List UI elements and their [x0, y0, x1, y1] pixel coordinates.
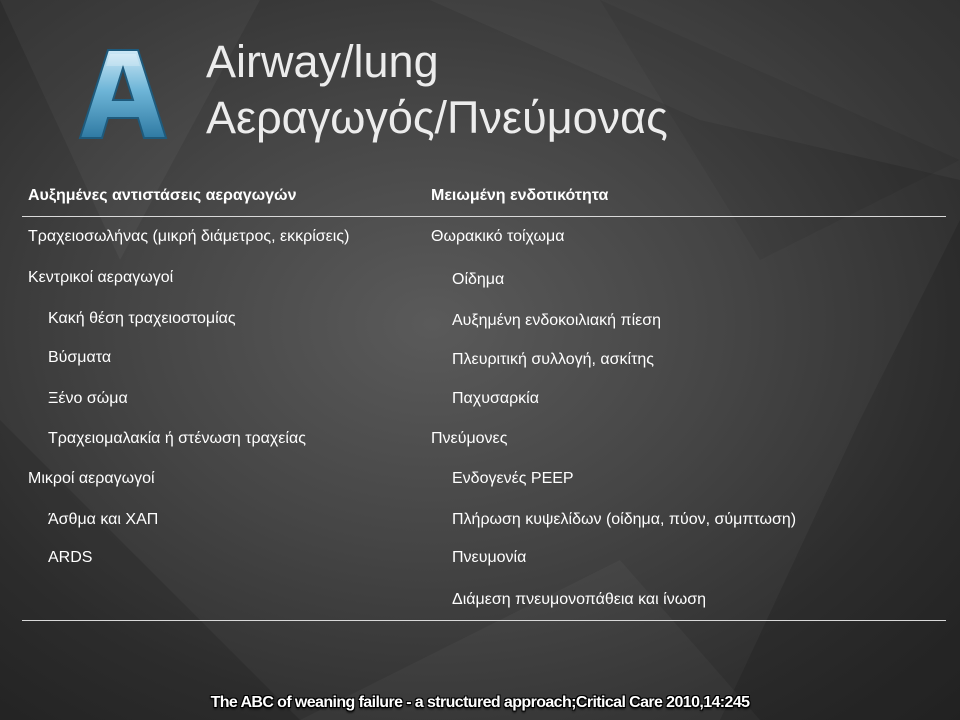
left-item: Βύσματα	[48, 349, 112, 366]
citation-footer: The ABC of weaning failure - a structured approach;Critical Care 2010,14:245	[210, 694, 750, 711]
right-item: Οίδημα	[452, 271, 505, 288]
right-header-rule	[410, 216, 946, 217]
right-item: Παχυσαρκία	[452, 390, 539, 407]
left-item: Κεντρικοί αεραγωγοί	[28, 269, 174, 286]
left-item: Ξένο σώμα	[48, 390, 128, 407]
right-item: Πλήρωση κυψελίδων (οίδημα, πύον, σύμπτωση)	[452, 511, 797, 528]
right-item: Πνεύμονες	[431, 430, 508, 447]
right-item: Πλευριτική συλλογή, ασκίτης	[452, 351, 654, 368]
right-item: Διάμεση πνευμονοπάθεια και ίνωση	[452, 591, 706, 608]
right-item: Πνευμονία	[452, 549, 527, 566]
slide-title	[206, 34, 926, 146]
left-item: Τραχειομαλακία ή στένωση τραχείας	[48, 430, 306, 447]
right-column-header: Μειωμένη ενδοτικότητα	[431, 187, 609, 204]
left-item: ARDS	[48, 549, 93, 566]
right-item: Θωρακικό τοίχωμα	[431, 228, 565, 245]
right-item: Ενδογενές PEEP	[452, 470, 574, 487]
left-header-rule	[22, 216, 410, 217]
title-line-1: Airway/lung	[206, 36, 439, 87]
right-item: Αυξημένη ενδοκοιλιακή πίεση	[452, 312, 662, 329]
left-item: Τραχειοσωλήνας (μικρή διάμετρος, εκκρίσεις)	[28, 228, 350, 245]
left-item: Μικροί αεραγωγοί	[28, 470, 155, 487]
table-bottom-rule	[22, 620, 946, 621]
left-column-header: Αυξημένες αντιστάσεις αεραγωγών	[28, 187, 297, 204]
left-item: Άσθμα και ΧΑΠ	[48, 511, 159, 528]
letter-a-logo-icon	[78, 46, 168, 142]
title-line-2: Αεραγωγός/Πνεύμονας	[206, 92, 668, 143]
left-item: Κακή θέση τραχειοστομίας	[48, 310, 236, 327]
